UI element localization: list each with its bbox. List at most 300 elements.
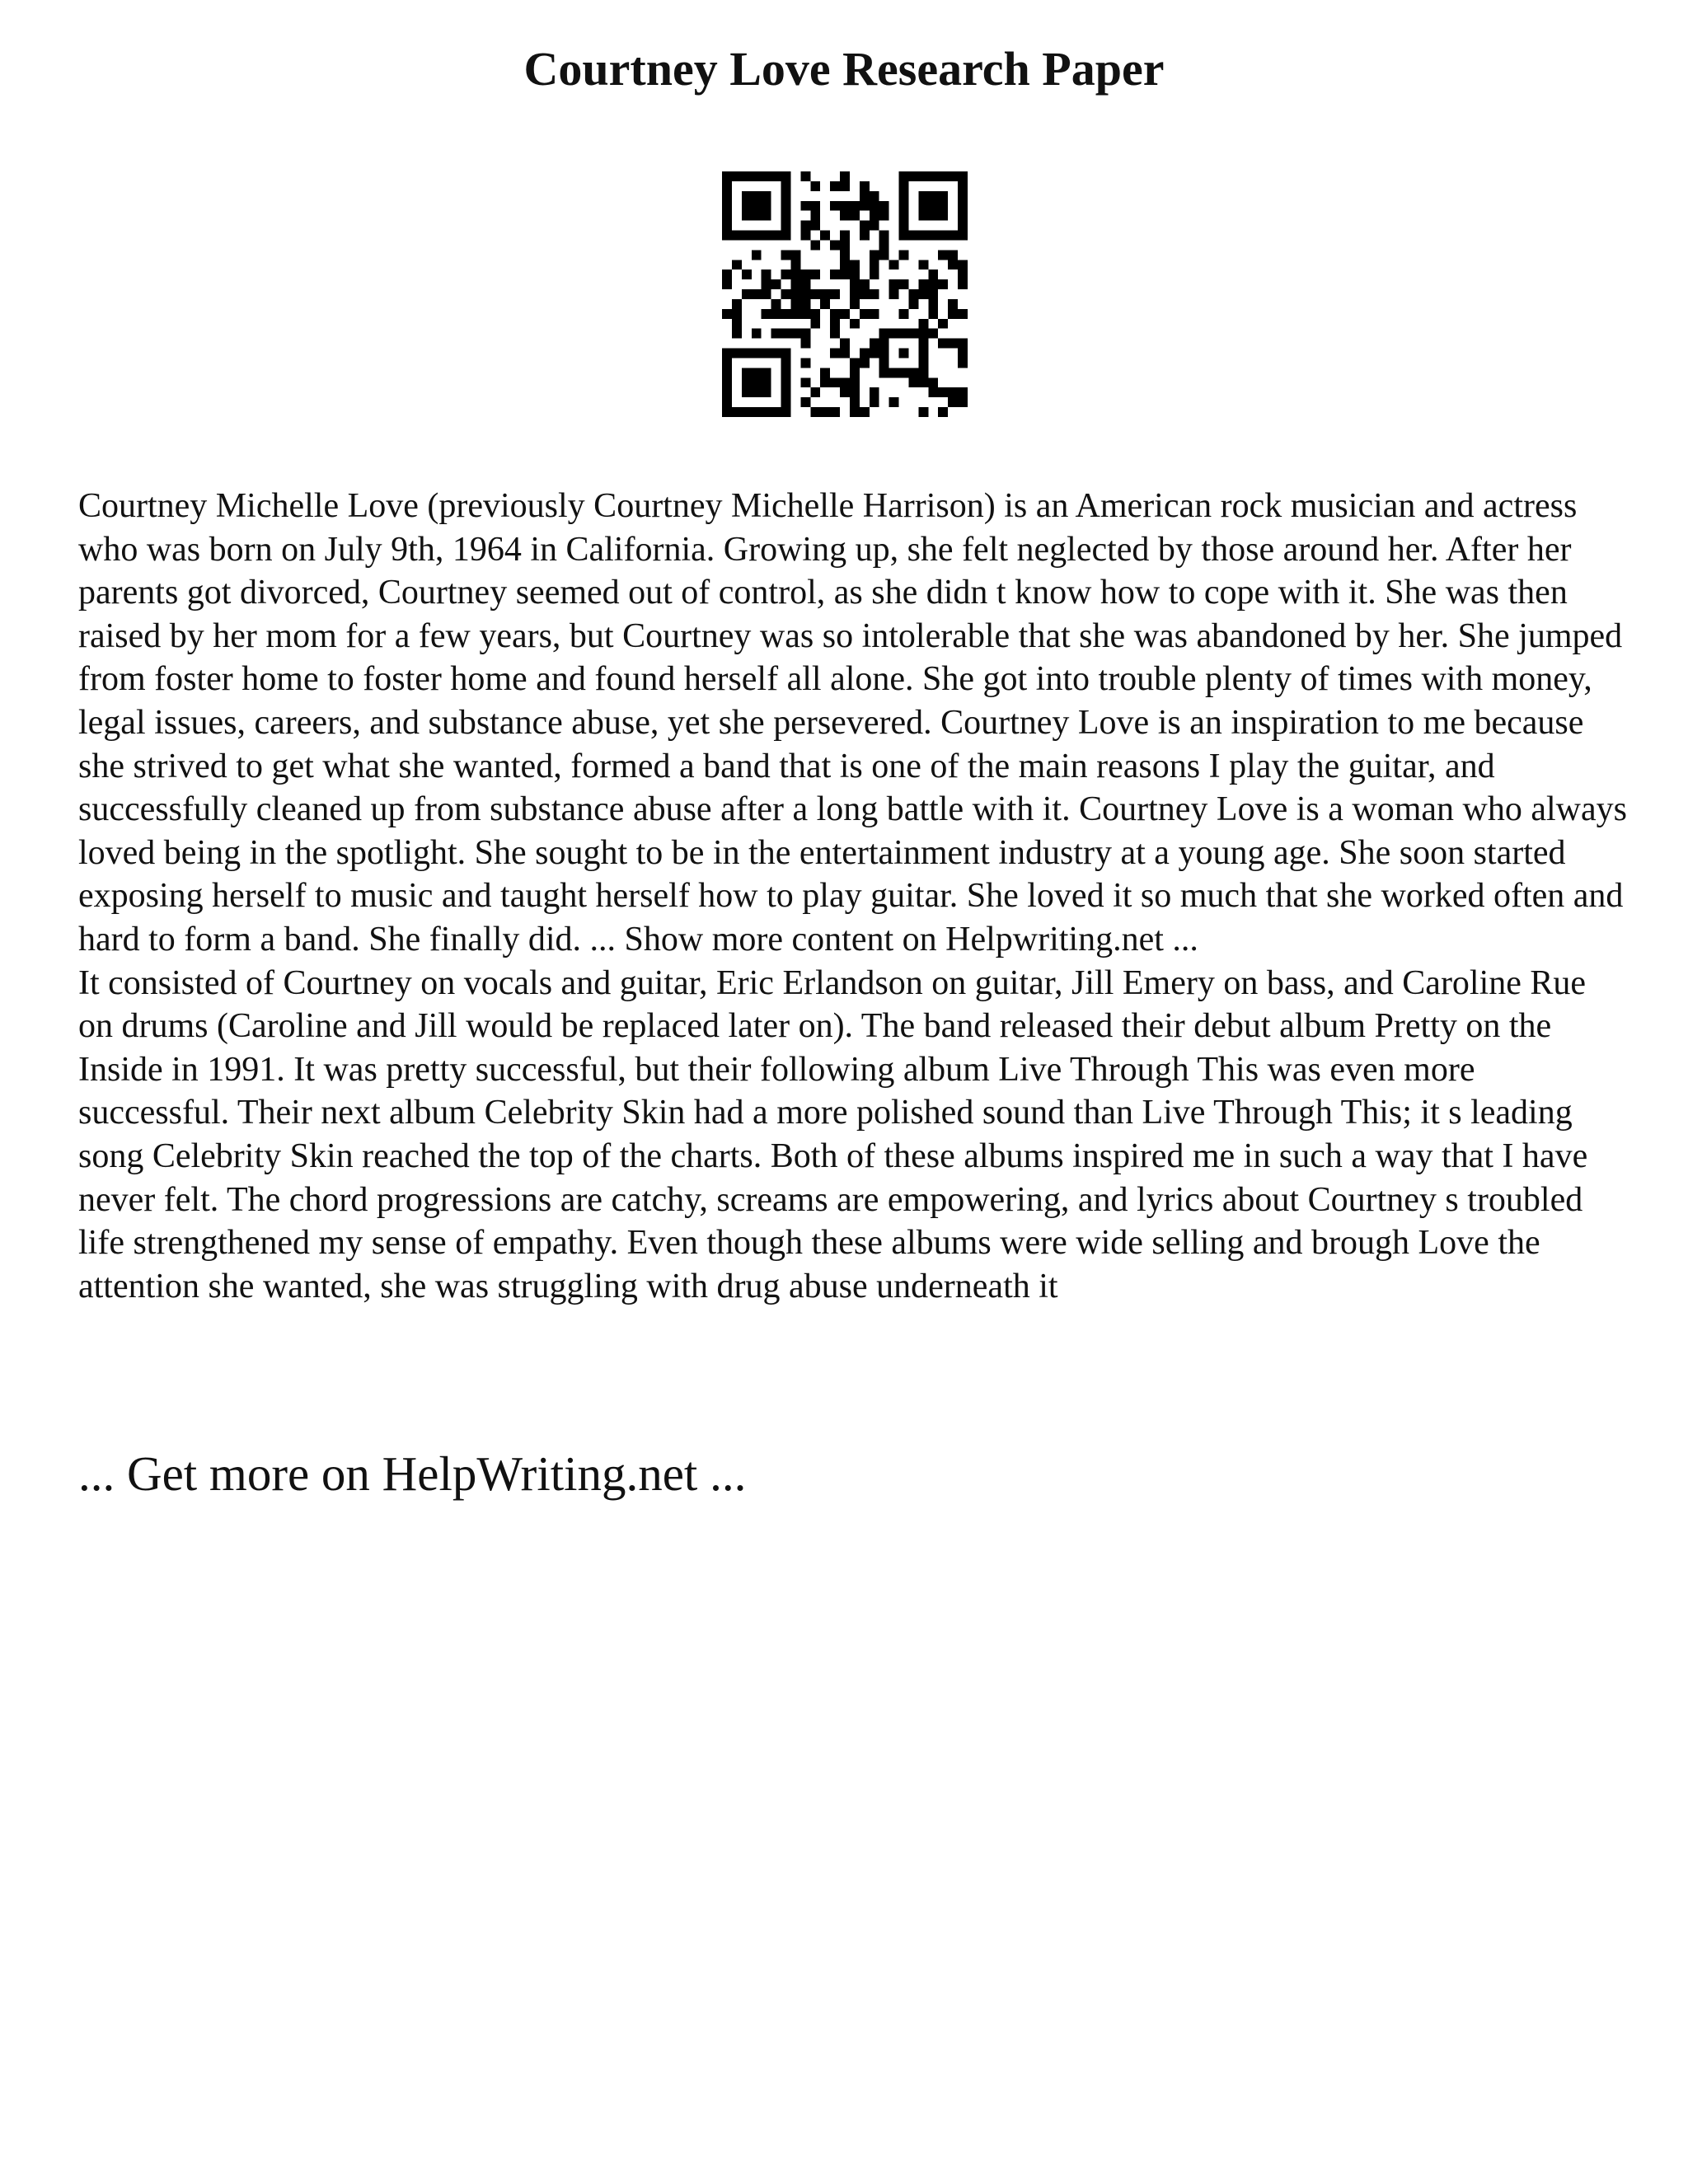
qr-module (762, 289, 771, 299)
qr-module (879, 368, 889, 377)
qr-module (879, 329, 889, 339)
qr-module (830, 407, 840, 417)
qr-module (830, 289, 840, 299)
qr-module (938, 191, 948, 201)
qr-module (752, 191, 762, 201)
qr-module (800, 279, 810, 289)
qr-module (958, 349, 968, 359)
qr-module (899, 279, 909, 289)
qr-module (840, 349, 850, 359)
qr-module (899, 201, 909, 211)
qr-module (800, 339, 810, 349)
qr-module (948, 339, 958, 349)
qr-module (948, 260, 958, 269)
qr-module (938, 387, 948, 397)
qr-module (762, 377, 771, 387)
qr-module (810, 289, 820, 299)
qr-module (938, 201, 948, 211)
qr-module (790, 299, 800, 309)
qr-module (752, 329, 762, 339)
qr-module (781, 191, 791, 201)
qr-module (781, 349, 791, 359)
qr-module (928, 329, 938, 339)
qr-module (948, 299, 958, 309)
qr-module (908, 289, 918, 299)
qr-module (722, 181, 732, 191)
qr-module (879, 250, 889, 260)
qr-module (771, 309, 781, 319)
qr-module (918, 358, 928, 368)
qr-module (889, 368, 899, 377)
qr-module (899, 250, 909, 260)
qr-module (908, 368, 918, 377)
qr-module (850, 289, 860, 299)
qr-module (850, 358, 860, 368)
qr-module (840, 211, 850, 221)
qr-module (938, 319, 948, 329)
qr-module (840, 171, 850, 181)
qr-module (722, 231, 732, 241)
qr-module (889, 329, 899, 339)
qr-module (820, 377, 830, 387)
qr-module (958, 397, 968, 407)
qr-module (918, 201, 928, 211)
qr-module (762, 309, 771, 319)
qr-module (810, 319, 820, 329)
qr-module (781, 387, 791, 397)
qr-module (918, 211, 928, 221)
qr-module (870, 250, 879, 260)
qr-module (879, 358, 889, 368)
qr-module (790, 329, 800, 339)
qr-module (918, 349, 928, 359)
qr-module (889, 397, 899, 407)
qr-module (918, 319, 928, 329)
qr-module (928, 269, 938, 279)
qr-module (742, 377, 752, 387)
qr-module (790, 289, 800, 299)
qr-module (938, 231, 948, 241)
qr-module (850, 299, 860, 309)
qr-module (781, 329, 791, 339)
qr-module (948, 171, 958, 181)
qr-module (879, 211, 889, 221)
qr-module (732, 407, 742, 417)
page-title: Courtney Love Research Paper (523, 42, 1165, 96)
qr-module (928, 387, 938, 397)
qr-module (958, 231, 968, 241)
qr-module (810, 211, 820, 221)
qr-module (870, 221, 879, 231)
qr-module (918, 329, 928, 339)
qr-module (752, 171, 762, 181)
qr-module (860, 221, 870, 231)
qr-module (722, 368, 732, 377)
qr-module (752, 387, 762, 397)
qr-module (752, 250, 762, 260)
qr-module (781, 377, 791, 387)
qr-module (899, 191, 909, 201)
qr-module (908, 299, 918, 309)
qr-module (762, 269, 771, 279)
qr-module (722, 191, 732, 201)
qr-module (958, 309, 968, 319)
qr-module (781, 407, 791, 417)
qr-module (958, 339, 968, 349)
qr-module (762, 211, 771, 221)
qr-module (918, 339, 928, 349)
qr-module (908, 377, 918, 387)
qr-module (938, 339, 948, 349)
qr-module (781, 221, 791, 231)
qr-module (938, 250, 948, 260)
qr-module (742, 289, 752, 299)
qr-module (752, 377, 762, 387)
qr-module (742, 231, 752, 241)
qr-module (928, 289, 938, 299)
qr-module (840, 231, 850, 241)
article-body (78, 485, 1628, 1308)
qr-module (870, 201, 879, 211)
qr-module (958, 260, 968, 269)
qr-module (938, 171, 948, 181)
qr-module (899, 368, 909, 377)
qr-module (830, 377, 840, 387)
qr-module (860, 309, 870, 319)
qr-module (899, 231, 909, 241)
qr-module (918, 231, 928, 241)
qr-module (771, 349, 781, 359)
qr-module (860, 181, 870, 191)
qr-module (918, 368, 928, 377)
qr-module (752, 349, 762, 359)
qr-module (800, 329, 810, 339)
qr-module (781, 397, 791, 407)
qr-module (790, 309, 800, 319)
qr-module (889, 289, 899, 299)
qr-module (722, 279, 732, 289)
qr-module (762, 171, 771, 181)
qr-module (860, 201, 870, 211)
qr-module (732, 319, 742, 329)
qr-module (870, 397, 879, 407)
qr-module (850, 407, 860, 417)
qr-module (918, 289, 928, 299)
qr-module (781, 358, 791, 368)
qr-code-icon (722, 171, 968, 417)
qr-module (781, 231, 791, 241)
qr-module (800, 221, 810, 231)
qr-module (899, 329, 909, 339)
qr-module (918, 171, 928, 181)
get-more-link[interactable]: ... Get more on HelpWriting.net ... (78, 1446, 747, 1501)
qr-module (732, 329, 742, 339)
qr-module (938, 407, 948, 417)
qr-module (722, 358, 732, 368)
qr-module (850, 260, 860, 269)
qr-module (771, 329, 781, 339)
qr-module (958, 358, 968, 368)
qr-module (752, 201, 762, 211)
qr-module (899, 171, 909, 181)
qr-module (810, 181, 820, 191)
qr-module (870, 387, 879, 397)
qr-module (742, 171, 752, 181)
qr-module (830, 181, 840, 191)
qr-module (840, 269, 850, 279)
qr-module (722, 211, 732, 221)
qr-module (742, 191, 752, 201)
qr-module (918, 191, 928, 201)
qr-module (830, 329, 840, 339)
qr-module (771, 407, 781, 417)
qr-module (722, 349, 732, 359)
qr-module (870, 191, 879, 201)
qr-module (840, 250, 850, 260)
qr-module (860, 191, 870, 201)
qr-module (958, 269, 968, 279)
qr-module (830, 349, 840, 359)
qr-module (850, 269, 860, 279)
qr-module (958, 171, 968, 181)
qr-module (722, 397, 732, 407)
qr-module (732, 260, 742, 269)
paragraph-2: It consisted of Courtney on vocals and guitar, Eric Erlandson on guitar, Jill Emery on bass, and Caroline Rue on drums (Caroline and Jill would be replaced later on). The band released their debut album Pretty on the Inside in 1991. It was pretty successful, but their following album Live Through This was even more successful. Their next album Celebrity Skin had a more polished sound than Live Through This; it s leading song Celebrity Skin reached the top of the charts. Both of these albums inspired me in such a way that I have never felt. The chord progressions are catchy, screams are empowering, and lyrics about Courtney s troubled life strengthened my sense of empathy. Even though these albums were wide selling and brough Love the attention she wanted, she was struggling with drug abuse underneath it (78, 963, 1588, 1305)
qr-module (870, 211, 879, 221)
qr-module (850, 279, 860, 289)
qr-module (722, 269, 732, 279)
qr-module (899, 181, 909, 191)
qr-module (870, 269, 879, 279)
qr-module (840, 309, 850, 319)
paragraph-1: Courtney Michelle Love (previously Courtney Michelle Harrison) is an American rock musician and actress who was born on July 9th, 1964 in California. Growing up, she felt neglected by those around her. After her parents got divorced, Courtney seemed out of control, as she didn t know how to cope with it. She was then raised by her mom for a few years, but Courtney was so intolerable that she was abandoned by her. She jumped from foster home to foster home and found herself all alone. She got into trouble plenty of times with money, legal issues, careers, and substance abuse, yet she persevered. Courtney Love is an inspiration to me because she strived to get what she wanted, formed a band that is one of the main reasons I play the guitar, and successfully cleaned up from substance abuse after a long battle with it. Courtney Love is a woman who always loved being in the spotlight. She sought to be in the entertainment industry at a young age. She soon started exposing herself to music and taught herself how to play guitar. She loved it so much that she worked often and hard to form a band. She finally did. ... Show more content on Helpwriting.net ... (78, 487, 1627, 958)
qr-module (938, 279, 948, 289)
qr-module (771, 299, 781, 309)
qr-module (722, 387, 732, 397)
qr-module (800, 231, 810, 241)
qr-module (800, 299, 810, 309)
qr-module (958, 387, 968, 397)
qr-module (850, 387, 860, 397)
qr-module (879, 339, 889, 349)
qr-module (742, 211, 752, 221)
qr-module (918, 260, 928, 269)
qr-module (928, 279, 938, 289)
qr-module (800, 201, 810, 211)
qr-module (870, 339, 879, 349)
qr-module (850, 368, 860, 377)
qr-module (810, 309, 820, 319)
qr-module (928, 191, 938, 201)
qr-module (722, 309, 732, 319)
qr-module (860, 358, 870, 368)
qr-module (800, 269, 810, 279)
qr-module (781, 269, 791, 279)
qr-module (722, 201, 732, 211)
qr-module (840, 339, 850, 349)
qr-module (850, 377, 860, 387)
qr-module (958, 211, 968, 221)
qr-module (850, 211, 860, 221)
qr-module (840, 387, 850, 397)
qr-module (899, 211, 909, 221)
qr-module (958, 191, 968, 201)
qr-module (771, 231, 781, 241)
qr-module (860, 407, 870, 417)
qr-module (762, 231, 771, 241)
qr-module (762, 279, 771, 289)
qr-module (732, 231, 742, 241)
qr-module (820, 289, 830, 299)
qr-module (752, 289, 762, 299)
qr-module (800, 171, 810, 181)
qr-module (948, 387, 958, 397)
qr-module (899, 221, 909, 231)
qr-module (908, 171, 918, 181)
qr-module (790, 260, 800, 269)
qr-module (790, 250, 800, 260)
qr-module (800, 309, 810, 319)
qr-module (840, 377, 850, 387)
qr-module (850, 397, 860, 407)
qr-module (879, 201, 889, 211)
qr-module (781, 250, 791, 260)
qr-module (722, 377, 732, 387)
qr-module (928, 309, 938, 319)
qr-module (810, 407, 820, 417)
qr-module (918, 407, 928, 417)
qr-module (752, 368, 762, 377)
qr-module (820, 407, 830, 417)
qr-module (781, 309, 791, 319)
qr-module (742, 407, 752, 417)
qr-module (762, 387, 771, 397)
qr-module (830, 201, 840, 211)
qr-module (830, 240, 840, 250)
qr-module (781, 368, 791, 377)
qr-module (722, 407, 732, 417)
qr-module (870, 289, 879, 299)
qr-module (958, 201, 968, 211)
qr-module (830, 319, 840, 329)
qr-module (899, 349, 909, 359)
qr-module (870, 349, 879, 359)
qr-module (742, 201, 752, 211)
qr-module (840, 201, 850, 211)
qr-module (938, 211, 948, 221)
qr-module (899, 309, 909, 319)
qr-module (948, 309, 958, 319)
qr-module (781, 289, 791, 299)
qr-module (742, 368, 752, 377)
qr-module (722, 171, 732, 181)
qr-module (870, 309, 879, 319)
qr-module (840, 240, 850, 250)
qr-module (732, 299, 742, 309)
qr-module (860, 289, 870, 299)
qr-module (742, 387, 752, 397)
qr-module (830, 269, 840, 279)
qr-module (810, 387, 820, 397)
qr-module (771, 171, 781, 181)
qr-module (722, 221, 732, 231)
qr-module (810, 269, 820, 279)
qr-module (860, 349, 870, 359)
qr-module (800, 397, 810, 407)
qr-module (820, 231, 830, 241)
qr-module (810, 240, 820, 250)
qr-module (781, 211, 791, 221)
qr-module (879, 240, 889, 250)
qr-module (820, 299, 830, 309)
qr-module (840, 181, 850, 191)
qr-module (742, 349, 752, 359)
qr-module (889, 260, 899, 269)
qr-module (928, 171, 938, 181)
qr-module (840, 260, 850, 269)
qr-module (908, 329, 918, 339)
qr-module (732, 171, 742, 181)
qr-module (771, 279, 781, 289)
qr-module (752, 231, 762, 241)
qr-module (860, 279, 870, 289)
qr-module (928, 231, 938, 241)
qr-module (948, 231, 958, 241)
qr-module (908, 231, 918, 241)
qr-module (762, 407, 771, 417)
qr-module (752, 407, 762, 417)
qr-module (830, 309, 840, 319)
qr-module (918, 377, 928, 387)
qr-module (870, 260, 879, 269)
qr-module (781, 201, 791, 211)
qr-module (928, 377, 938, 387)
qr-module (800, 377, 810, 387)
qr-module (889, 279, 899, 289)
qr-module (762, 368, 771, 377)
qr-module (810, 201, 820, 211)
qr-module (928, 299, 938, 309)
qr-module (781, 171, 791, 181)
qr-module (850, 201, 860, 211)
qr-module (879, 231, 889, 241)
qr-module (850, 319, 860, 329)
qr-module (879, 349, 889, 359)
qr-module (732, 349, 742, 359)
qr-module (958, 181, 968, 191)
qr-module (860, 231, 870, 241)
qr-module (781, 181, 791, 191)
qr-module (948, 250, 958, 260)
qr-module (958, 279, 968, 289)
qr-module (928, 211, 938, 221)
qr-module (800, 289, 810, 299)
qr-module (790, 279, 800, 289)
qr-module (800, 358, 810, 368)
qr-module (762, 201, 771, 211)
qr-module (810, 221, 820, 231)
qr-module (762, 191, 771, 201)
qr-module (732, 309, 742, 319)
qr-module (958, 221, 968, 231)
qr-module (918, 279, 928, 289)
qr-module (762, 349, 771, 359)
qr-module (752, 211, 762, 221)
qr-module (948, 397, 958, 407)
qr-module (742, 269, 752, 279)
qr-module (928, 201, 938, 211)
qr-module (820, 368, 830, 377)
